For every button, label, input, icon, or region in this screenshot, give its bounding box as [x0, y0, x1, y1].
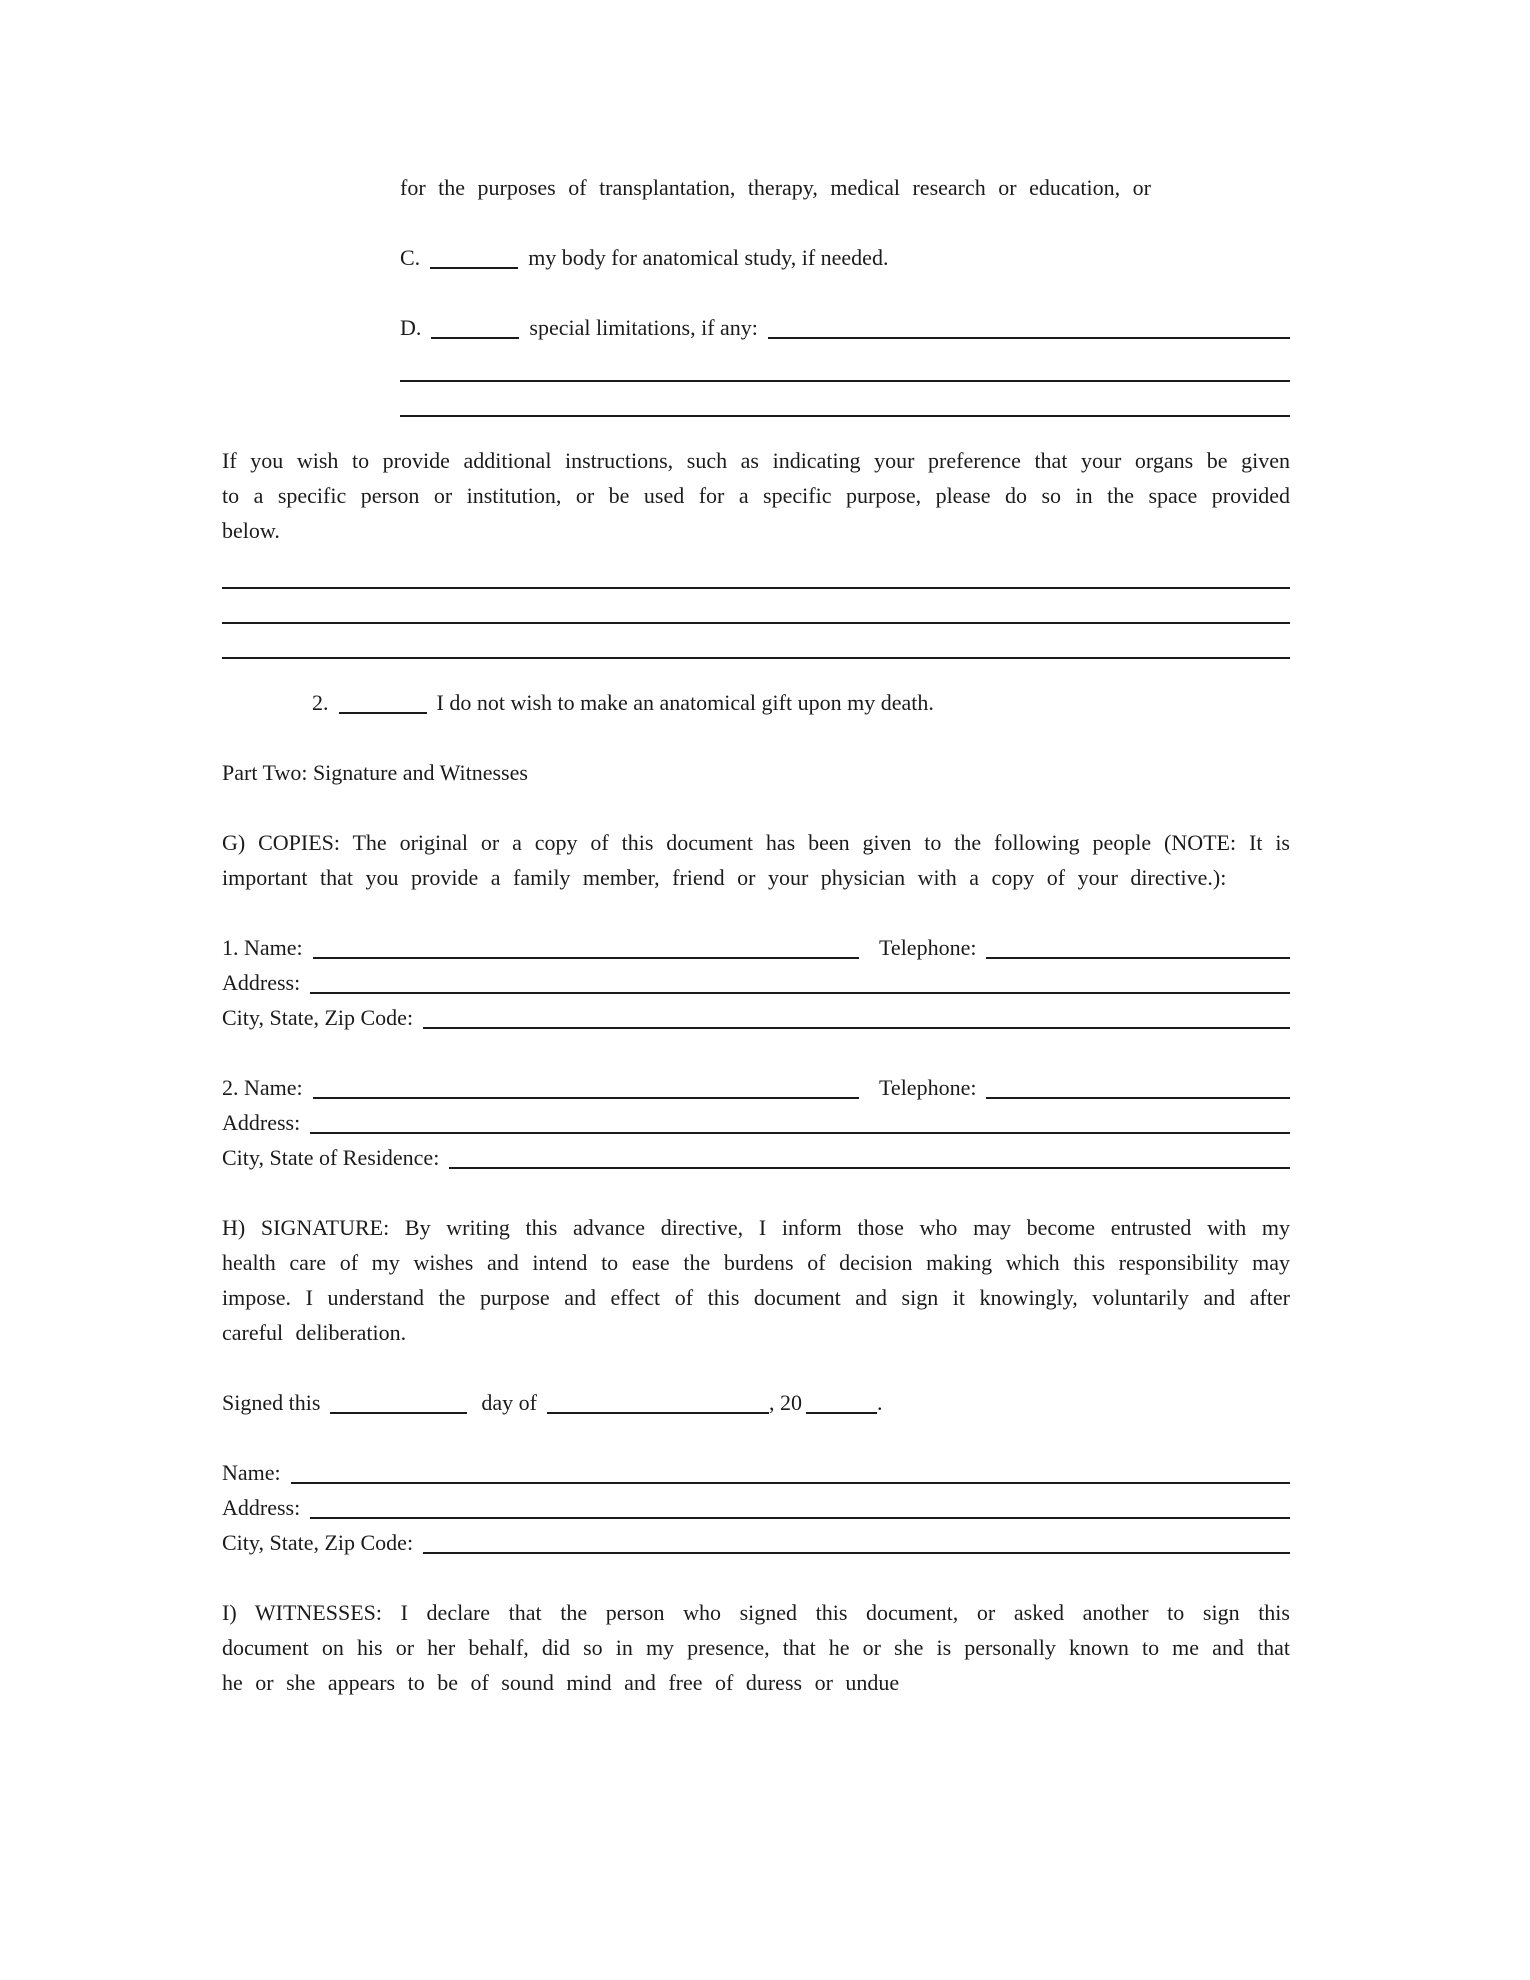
field-contact2-city[interactable]	[449, 1167, 1290, 1169]
field-item-d-limitations-line-3[interactable]	[400, 415, 1290, 417]
field-signed-year[interactable]	[806, 1412, 877, 1414]
field-item-c-initials[interactable]	[430, 267, 518, 269]
field-item-2-initials[interactable]	[339, 712, 427, 714]
field-signer-address[interactable]	[310, 1517, 1290, 1519]
field-signer-name[interactable]	[291, 1482, 1290, 1484]
form-item-d	[400, 310, 1290, 345]
contact-block-2	[222, 1070, 1290, 1175]
contact2-city-row	[222, 1140, 1290, 1175]
field-signer-city[interactable]	[423, 1552, 1290, 1554]
signer-city-label: City, State, Zip Code:	[222, 1530, 414, 1555]
item-2-prefix: 2.	[312, 690, 329, 715]
item-c-text: my body for anatomical study, if needed.	[528, 245, 889, 270]
signer-address-row	[222, 1490, 1290, 1525]
year-prefix-label: , 20	[769, 1390, 802, 1415]
blank-line-row	[222, 630, 1290, 665]
contact2-city-label: City, State of Residence:	[222, 1145, 440, 1170]
contact1-city-label: City, State, Zip Code:	[222, 1005, 414, 1030]
day-of-label: day of	[481, 1390, 537, 1415]
form-item-c	[400, 240, 1290, 275]
field-contact2-name[interactable]	[313, 1097, 859, 1099]
form-item-2	[312, 685, 1290, 720]
blank-line-row	[400, 388, 1290, 423]
paragraph-intro-continuation: for the purposes of transplantation, therapy, medical research or education, or	[400, 175, 1151, 200]
field-additional-instructions-line-2[interactable]	[222, 622, 1290, 624]
item-d-text: special limitations, if any:	[529, 315, 758, 340]
paragraph-additional-instructions: If you wish to provide additional instructions, such as indicating your preference that your organs be given to a specific person or institution, or be used for a specific purpose, please do so in the space provided below.	[222, 448, 1290, 543]
signed-date-line	[222, 1385, 1290, 1420]
part-two-heading: Part Two: Signature and Witnesses	[222, 760, 528, 785]
field-contact1-name[interactable]	[313, 957, 859, 959]
paragraph-signature: H) SIGNATURE: By writing this advance directive, I inform those who may become entrusted with my health care of my wishes and intend to ease the burdens of decision making which this responsibility may impose. I understand the purpose and effect of this document and sign it knowingly, voluntarily and after careful deliberation.	[222, 1215, 1290, 1345]
period-label: .	[877, 1390, 883, 1415]
contact1-telephone-label: Telephone:	[879, 935, 977, 960]
blank-line-row	[222, 595, 1290, 630]
anatomical-gift-options-section	[400, 170, 1290, 423]
field-contact2-telephone[interactable]	[986, 1097, 1290, 1099]
contact2-telephone-label: Telephone:	[879, 1075, 977, 1100]
item-d-prefix: D.	[400, 315, 422, 340]
contact1-name-label: 1. Name:	[222, 935, 303, 960]
field-item-d-initials[interactable]	[431, 337, 519, 339]
signer-name-label: Name:	[222, 1460, 281, 1485]
contact1-address-label: Address:	[222, 970, 301, 995]
field-contact1-telephone[interactable]	[986, 957, 1290, 959]
contact-block-1	[222, 930, 1290, 1035]
field-signed-month[interactable]	[547, 1412, 769, 1414]
contact2-address-label: Address:	[222, 1110, 301, 1135]
item-2-text: I do not wish to make an anatomical gift upon my death.	[436, 690, 934, 715]
signer-city-row	[222, 1525, 1290, 1560]
signer-name-row	[222, 1455, 1290, 1490]
signer-address-label: Address:	[222, 1495, 301, 1520]
field-additional-instructions-line-1[interactable]	[222, 587, 1290, 589]
signed-this-label: Signed this	[222, 1390, 321, 1415]
field-item-d-limitations[interactable]	[768, 337, 1290, 339]
field-contact2-address[interactable]	[310, 1132, 1290, 1134]
blank-line-row	[400, 353, 1290, 388]
signer-block	[222, 1455, 1290, 1560]
field-signed-day[interactable]	[330, 1412, 467, 1414]
contact1-address-row	[222, 965, 1290, 1000]
paragraph-copies: G) COPIES: The original or a copy of this document has been given to the following people (NOTE: It is important that you provide a family member, friend or your physician with a copy of your directive.):	[222, 830, 1290, 890]
contact2-name-row	[222, 1070, 1290, 1105]
item-c-prefix: C.	[400, 245, 421, 270]
field-contact1-address[interactable]	[310, 992, 1290, 994]
contact2-name-label: 2. Name:	[222, 1075, 303, 1100]
contact1-city-row	[222, 1000, 1290, 1035]
blank-line-row	[222, 560, 1290, 595]
paragraph-witnesses: I) WITNESSES: I declare that the person who signed this document, or asked another to sign this document on his or her behalf, did so in my presence, that he or she is personally known to me and that he or she appears to be of sound mind and free of duress or undue	[222, 1600, 1290, 1695]
field-item-d-limitations-line-2[interactable]	[400, 380, 1290, 382]
contact2-address-row	[222, 1105, 1290, 1140]
contact1-name-row	[222, 930, 1290, 965]
field-additional-instructions-line-3[interactable]	[222, 657, 1290, 659]
field-contact1-city[interactable]	[423, 1027, 1290, 1029]
